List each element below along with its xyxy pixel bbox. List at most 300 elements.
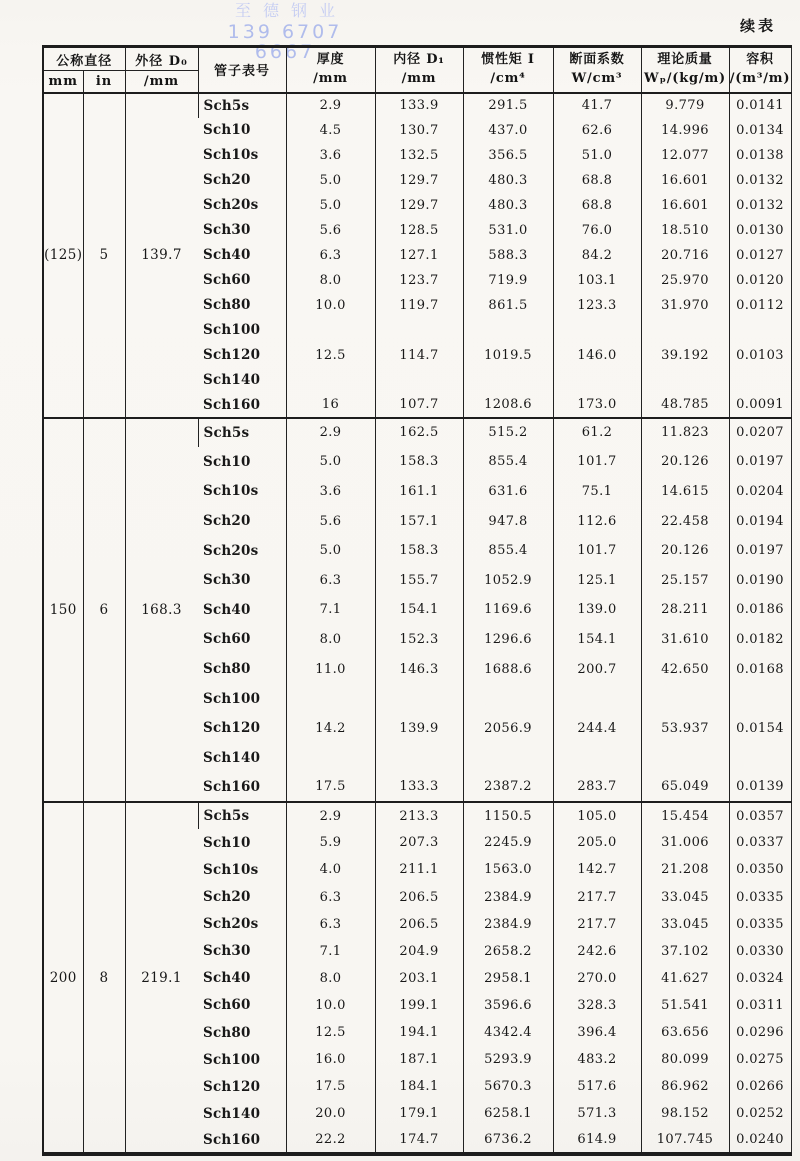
cell-inertia: 2958.1 (463, 965, 553, 992)
cell-schedule: Sch100 (203, 322, 261, 338)
cell-inertia (463, 684, 553, 714)
cell-inner-diameter: 204.9 (375, 938, 463, 965)
cell-schedule: Sch140 (203, 372, 261, 388)
table-body (43, 93, 791, 1155)
cell-mass: 80.099 (641, 1046, 729, 1073)
cell-inertia: 1563.0 (463, 856, 553, 883)
header-section-modulus-title: 断面系数 (569, 51, 625, 67)
cell-schedule: Sch5s (198, 802, 286, 829)
cell-mass: 42.650 (641, 654, 729, 684)
cell-schedule: Sch40 (203, 247, 251, 263)
cell-thickness: 17.5 (286, 773, 375, 803)
cell-mass: 25.157 (641, 565, 729, 595)
cell-section-modulus (553, 368, 641, 393)
cell-inertia: 6736.2 (463, 1127, 553, 1154)
cell-volume: 0.0197 (729, 536, 791, 566)
cell-mass: 31.006 (641, 829, 729, 856)
cell-thickness: 8.0 (286, 625, 375, 655)
cell-section-modulus: 105.0 (553, 802, 641, 829)
cell-section-modulus: 173.0 (553, 393, 641, 418)
cell-section-modulus (553, 318, 641, 343)
cell-inertia: 1208.6 (463, 393, 553, 418)
cell-thickness (286, 318, 375, 343)
cell-inertia: 6258.1 (463, 1100, 553, 1127)
header-thickness-unit: /mm (313, 70, 348, 86)
cell-inner-diameter: 127.1 (375, 243, 463, 268)
cell-volume: 0.0168 (729, 654, 791, 684)
cell-inertia: 531.0 (463, 218, 553, 243)
cell-inner-diameter: 107.7 (375, 393, 463, 418)
header-unit-in: in (83, 71, 125, 93)
cell-inertia: 2245.9 (463, 829, 553, 856)
cell-mass (641, 318, 729, 343)
cell-volume: 0.0335 (729, 884, 791, 911)
cell-thickness: 6.3 (286, 884, 375, 911)
cell-thickness: 5.9 (286, 829, 375, 856)
cell-schedule: Sch30 (203, 222, 251, 238)
cell-od: 139.7 (125, 93, 198, 418)
cell-mass (641, 743, 729, 773)
cell-inertia: 2658.2 (463, 938, 553, 965)
cell-inner-diameter: 187.1 (375, 1046, 463, 1073)
cell-mass: 11.823 (641, 418, 729, 448)
cell-mass: 21.208 (641, 856, 729, 883)
header-thickness (286, 47, 375, 93)
header-inner-diameter (375, 47, 463, 93)
cell-inner-diameter: 129.7 (375, 193, 463, 218)
cell-volume: 0.0103 (729, 343, 791, 368)
cell-section-modulus (553, 743, 641, 773)
cell-mass: 14.615 (641, 477, 729, 507)
cell-schedule: Sch10s (203, 483, 259, 500)
cell-inertia: 1019.5 (463, 343, 553, 368)
cell-thickness: 20.0 (286, 1100, 375, 1127)
cell-thickness: 7.1 (286, 938, 375, 965)
cell-inner-diameter (375, 368, 463, 393)
cell-volume: 0.0132 (729, 168, 791, 193)
cell-thickness: 8.0 (286, 268, 375, 293)
cell-schedule: Sch160 (203, 396, 261, 413)
header-thickness-title: 厚度 (316, 51, 345, 67)
cell-mass: 33.045 (641, 884, 729, 911)
cell-thickness: 11.0 (286, 654, 375, 684)
watermark-phone: 139 6707 6667 (227, 20, 343, 64)
cell-inner-diameter: 211.1 (375, 856, 463, 883)
cell-section-modulus: 396.4 (553, 1019, 641, 1046)
cell-thickness: 17.5 (286, 1073, 375, 1100)
cell-od: 219.1 (125, 802, 198, 1154)
cell-inertia: 2384.9 (463, 911, 553, 938)
cell-volume: 0.0335 (729, 911, 791, 938)
cell-mass: 31.610 (641, 625, 729, 655)
cell-thickness: 12.5 (286, 1019, 375, 1046)
cell-mass: 18.510 (641, 218, 729, 243)
cell-inner-diameter: 203.1 (375, 965, 463, 992)
cell-inner-diameter: 119.7 (375, 293, 463, 318)
cell-inner-diameter: 206.5 (375, 911, 463, 938)
cell-inner-diameter: 184.1 (375, 1073, 463, 1100)
cell-schedule: Sch10 (203, 834, 251, 851)
table-row (43, 418, 791, 448)
header-unit-mm: mm (48, 73, 78, 89)
header-nominal-diameter: 公称直径 (43, 47, 125, 71)
cell-section-modulus: 125.1 (553, 565, 641, 595)
header-outer-diameter: 外径 D₀ (125, 47, 198, 71)
cell-inertia: 719.9 (463, 268, 553, 293)
cell-mass: 20.126 (641, 447, 729, 477)
header-inertia-unit: /cm⁴ (490, 70, 526, 86)
cell-volume: 0.0139 (729, 773, 791, 803)
cell-thickness: 7.1 (286, 595, 375, 625)
header-schedule: 管子表号 (198, 47, 286, 93)
cell-inertia: 855.4 (463, 447, 553, 477)
cell-mass: 20.716 (641, 243, 729, 268)
cell-volume: 0.0132 (729, 193, 791, 218)
cell-thickness (286, 684, 375, 714)
cell-schedule: Sch5s (198, 93, 286, 118)
cell-section-modulus: 112.6 (553, 506, 641, 536)
header-volume-title: 容积 (746, 51, 774, 67)
header-inner-diameter-title: 内径 D₁ (393, 51, 445, 67)
cell-schedule: Sch100 (203, 690, 261, 707)
cell-section-modulus: 84.2 (553, 243, 641, 268)
cell-inertia (463, 743, 553, 773)
cell-section-modulus: 200.7 (553, 654, 641, 684)
cell-inner-diameter: 207.3 (375, 829, 463, 856)
cell-section-modulus: 244.4 (553, 713, 641, 743)
cell-inertia: 3596.6 (463, 992, 553, 1019)
cell-volume: 0.0134 (729, 118, 791, 143)
cell-inertia (463, 368, 553, 393)
header-section-modulus-unit: W/cm³ (571, 70, 623, 86)
cell-mass: 25.970 (641, 268, 729, 293)
cell-volume: 0.0350 (729, 856, 791, 883)
cell-schedule: Sch10s (203, 147, 259, 163)
watermark-company: 至德钢业 (234, 1, 347, 20)
header-mass-title: 理论质量 (657, 51, 713, 67)
cell-inertia: 1052.9 (463, 565, 553, 595)
cell-inner-diameter: 154.1 (375, 595, 463, 625)
cell-section-modulus: 68.8 (553, 168, 641, 193)
cell-section-modulus: 51.0 (553, 143, 641, 168)
cell-volume: 0.0112 (729, 293, 791, 318)
cell-section-modulus: 483.2 (553, 1046, 641, 1073)
cell-volume: 0.0337 (729, 829, 791, 856)
cell-schedule: Sch20s (203, 542, 259, 559)
cell-thickness: 5.0 (286, 447, 375, 477)
cell-inertia: 588.3 (463, 243, 553, 268)
cell-inertia: 1169.6 (463, 595, 553, 625)
cell-volume: 0.0190 (729, 565, 791, 595)
cell-dn-mm: 200 (43, 802, 83, 1154)
cell-inertia: 5293.9 (463, 1046, 553, 1073)
cell-inertia: 2387.2 (463, 773, 553, 803)
table-row (43, 93, 791, 118)
cell-section-modulus: 68.8 (553, 193, 641, 218)
cell-schedule: Sch20 (203, 889, 251, 906)
cell-section-modulus: 328.3 (553, 992, 641, 1019)
cell-inertia: 480.3 (463, 168, 553, 193)
cell-volume: 0.0197 (729, 447, 791, 477)
cell-schedule: Sch40 (203, 601, 251, 618)
cell-volume: 0.0311 (729, 992, 791, 1019)
cell-thickness: 5.0 (286, 536, 375, 566)
cell-thickness: 10.0 (286, 992, 375, 1019)
cell-schedule: Sch10 (203, 453, 251, 470)
cell-thickness: 10.0 (286, 293, 375, 318)
cell-inner-diameter (375, 684, 463, 714)
cell-volume: 0.0204 (729, 477, 791, 507)
cell-thickness: 2.9 (286, 802, 375, 829)
cell-inner-diameter (375, 743, 463, 773)
cell-mass: 86.962 (641, 1073, 729, 1100)
cell-section-modulus: 76.0 (553, 218, 641, 243)
cell-mass: 15.454 (641, 802, 729, 829)
cell-inner-diameter: 162.5 (375, 418, 463, 448)
cell-section-modulus: 283.7 (553, 773, 641, 803)
cell-thickness: 16.0 (286, 1046, 375, 1073)
pipe-spec-table (42, 45, 792, 1156)
cell-schedule: Sch160 (203, 778, 261, 795)
cell-inner-diameter: 179.1 (375, 1100, 463, 1127)
cell-mass: 16.601 (641, 193, 729, 218)
cell-inner-diameter: 206.5 (375, 884, 463, 911)
cell-mass (641, 368, 729, 393)
cell-volume: 0.0154 (729, 713, 791, 743)
cell-schedule: Sch120 (203, 347, 261, 363)
cell-volume: 0.0194 (729, 506, 791, 536)
cell-inner-diameter: 194.1 (375, 1019, 463, 1046)
cell-volume: 0.0275 (729, 1046, 791, 1073)
cell-thickness: 4.0 (286, 856, 375, 883)
cell-inner-diameter: 114.7 (375, 343, 463, 368)
cell-schedule: Sch60 (203, 997, 251, 1014)
cell-section-modulus: 142.7 (553, 856, 641, 883)
cell-dn-in: 6 (83, 418, 125, 803)
cell-inner-diameter: 158.3 (375, 447, 463, 477)
header-section-modulus (553, 47, 641, 93)
header-mass (641, 47, 729, 93)
cell-thickness: 12.5 (286, 343, 375, 368)
cell-volume: 0.0357 (729, 802, 791, 829)
cell-schedule: Sch20 (203, 513, 251, 530)
cell-schedule: Sch20 (203, 172, 251, 188)
cell-inner-diameter: 133.9 (375, 93, 463, 118)
cell-volume: 0.0186 (729, 595, 791, 625)
cell-section-modulus: 123.3 (553, 293, 641, 318)
cell-volume: 0.0182 (729, 625, 791, 655)
cell-thickness: 6.3 (286, 565, 375, 595)
cell-schedule: Sch5s (198, 418, 286, 448)
cell-volume: 0.0252 (729, 1100, 791, 1127)
cell-mass: 63.656 (641, 1019, 729, 1046)
cell-volume: 0.0141 (729, 93, 791, 118)
cell-schedule: Sch40 (203, 970, 251, 987)
cell-thickness: 3.6 (286, 477, 375, 507)
cell-dn-mm: 150 (43, 418, 83, 803)
cell-schedule: Sch80 (203, 1024, 251, 1041)
header-inner-diameter-unit: /mm (401, 70, 437, 86)
cell-section-modulus: 614.9 (553, 1127, 641, 1154)
cell-mass: 65.049 (641, 773, 729, 803)
cell-inner-diameter: 123.7 (375, 268, 463, 293)
cell-section-modulus (553, 684, 641, 714)
cell-thickness: 6.3 (286, 911, 375, 938)
cell-inertia: 1688.6 (463, 654, 553, 684)
cell-inertia: 2384.9 (463, 884, 553, 911)
cell-thickness: 8.0 (286, 965, 375, 992)
cell-inertia: 947.8 (463, 506, 553, 536)
cell-schedule: Sch20s (203, 197, 259, 213)
cell-inertia: 5670.3 (463, 1073, 553, 1100)
cell-inner-diameter: 130.7 (375, 118, 463, 143)
cell-section-modulus: 41.7 (553, 93, 641, 118)
cell-volume (729, 368, 791, 393)
cell-mass: 39.192 (641, 343, 729, 368)
cell-inertia: 356.5 (463, 143, 553, 168)
cell-inner-diameter: 133.3 (375, 773, 463, 803)
cell-volume: 0.0324 (729, 965, 791, 992)
cell-volume: 0.0127 (729, 243, 791, 268)
cell-mass: 98.152 (641, 1100, 729, 1127)
cell-section-modulus: 75.1 (553, 477, 641, 507)
header-outer-diameter-unit: /mm (125, 71, 198, 93)
cell-inertia: 855.4 (463, 536, 553, 566)
cell-volume: 0.0138 (729, 143, 791, 168)
cell-section-modulus: 242.6 (553, 938, 641, 965)
cell-schedule: Sch30 (203, 572, 251, 589)
cell-section-modulus: 139.0 (553, 595, 641, 625)
cell-mass: 12.077 (641, 143, 729, 168)
cell-section-modulus: 571.3 (553, 1100, 641, 1127)
cell-inner-diameter: 152.3 (375, 625, 463, 655)
cell-schedule: Sch140 (203, 1105, 261, 1122)
cell-thickness: 16 (286, 393, 375, 418)
table-header (43, 47, 791, 93)
cell-inner-diameter: 213.3 (375, 802, 463, 829)
cell-thickness: 4.5 (286, 118, 375, 143)
cell-volume (729, 684, 791, 714)
cell-schedule: Sch60 (203, 631, 251, 648)
cell-inner-diameter: 161.1 (375, 477, 463, 507)
cell-inner-diameter: 174.7 (375, 1127, 463, 1154)
cell-inner-diameter: 157.1 (375, 506, 463, 536)
cell-mass: 53.937 (641, 713, 729, 743)
cell-section-modulus: 62.6 (553, 118, 641, 143)
cell-inertia: 437.0 (463, 118, 553, 143)
cell-section-modulus: 101.7 (553, 536, 641, 566)
cell-section-modulus: 205.0 (553, 829, 641, 856)
cell-mass: 37.102 (641, 938, 729, 965)
cell-thickness: 14.2 (286, 713, 375, 743)
cell-schedule: Sch10s (203, 861, 259, 878)
cell-inertia: 1296.6 (463, 625, 553, 655)
cell-thickness (286, 743, 375, 773)
cell-mass: 16.601 (641, 168, 729, 193)
cell-schedule: Sch140 (203, 749, 261, 766)
cell-section-modulus: 146.0 (553, 343, 641, 368)
cell-thickness: 5.0 (286, 193, 375, 218)
cell-section-modulus: 103.1 (553, 268, 641, 293)
cell-mass: 9.779 (641, 93, 729, 118)
cell-inertia: 291.5 (463, 93, 553, 118)
cell-mass: 20.126 (641, 536, 729, 566)
cell-volume: 0.0330 (729, 938, 791, 965)
cell-volume: 0.0091 (729, 393, 791, 418)
cell-mass (641, 684, 729, 714)
cell-schedule: Sch120 (203, 1078, 261, 1095)
cell-inner-diameter: 132.5 (375, 143, 463, 168)
cell-schedule: Sch20s (203, 916, 259, 933)
cell-thickness (286, 368, 375, 393)
cell-inner-diameter: 129.7 (375, 168, 463, 193)
cell-section-modulus: 61.2 (553, 418, 641, 448)
cell-inner-diameter: 199.1 (375, 992, 463, 1019)
header-volume-unit: /(m³/m) (729, 70, 791, 86)
cell-schedule: Sch160 (203, 1131, 261, 1148)
cell-mass: 51.541 (641, 992, 729, 1019)
cell-mass: 22.458 (641, 506, 729, 536)
cell-inner-diameter: 155.7 (375, 565, 463, 595)
cell-section-modulus: 270.0 (553, 965, 641, 992)
cell-inner-diameter: 139.9 (375, 713, 463, 743)
cell-dn-mm: (125) (43, 93, 83, 418)
cell-schedule: Sch120 (203, 720, 261, 737)
cell-schedule: Sch80 (203, 297, 251, 313)
cell-section-modulus: 217.7 (553, 884, 641, 911)
cell-volume: 0.0207 (729, 418, 791, 448)
cell-inertia: 4342.4 (463, 1019, 553, 1046)
cell-thickness: 2.9 (286, 93, 375, 118)
cell-volume (729, 318, 791, 343)
cell-mass: 31.970 (641, 293, 729, 318)
cell-inner-diameter (375, 318, 463, 343)
cell-mass: 41.627 (641, 965, 729, 992)
cell-section-modulus: 517.6 (553, 1073, 641, 1100)
cell-schedule: Sch30 (203, 943, 251, 960)
cell-volume: 0.0296 (729, 1019, 791, 1046)
cell-inertia: 631.6 (463, 477, 553, 507)
continued-table-label: 续表 (739, 16, 777, 36)
cell-section-modulus: 101.7 (553, 447, 641, 477)
cell-thickness: 5.6 (286, 218, 375, 243)
cell-dn-in: 5 (83, 93, 125, 418)
header-inertia-title: 惯性矩 I (481, 51, 535, 67)
cell-volume: 0.0120 (729, 268, 791, 293)
cell-thickness: 2.9 (286, 418, 375, 448)
cell-schedule: Sch10 (203, 122, 251, 138)
cell-inertia: 2056.9 (463, 713, 553, 743)
cell-inner-diameter: 158.3 (375, 536, 463, 566)
cell-schedule: Sch60 (203, 272, 251, 288)
cell-inertia: 480.3 (463, 193, 553, 218)
cell-inertia: 1150.5 (463, 802, 553, 829)
cell-thickness: 3.6 (286, 143, 375, 168)
cell-mass: 33.045 (641, 911, 729, 938)
table-row (43, 802, 791, 829)
cell-inertia (463, 318, 553, 343)
cell-schedule: Sch80 (203, 661, 251, 678)
cell-mass: 14.996 (641, 118, 729, 143)
cell-inner-diameter: 128.5 (375, 218, 463, 243)
header-mass-unit: Wₚ/(kg/m) (644, 70, 726, 86)
cell-section-modulus: 154.1 (553, 625, 641, 655)
cell-inertia: 861.5 (463, 293, 553, 318)
cell-thickness: 5.6 (286, 506, 375, 536)
cell-volume: 0.0266 (729, 1073, 791, 1100)
cell-inertia: 515.2 (463, 418, 553, 448)
cell-od: 168.3 (125, 418, 198, 803)
